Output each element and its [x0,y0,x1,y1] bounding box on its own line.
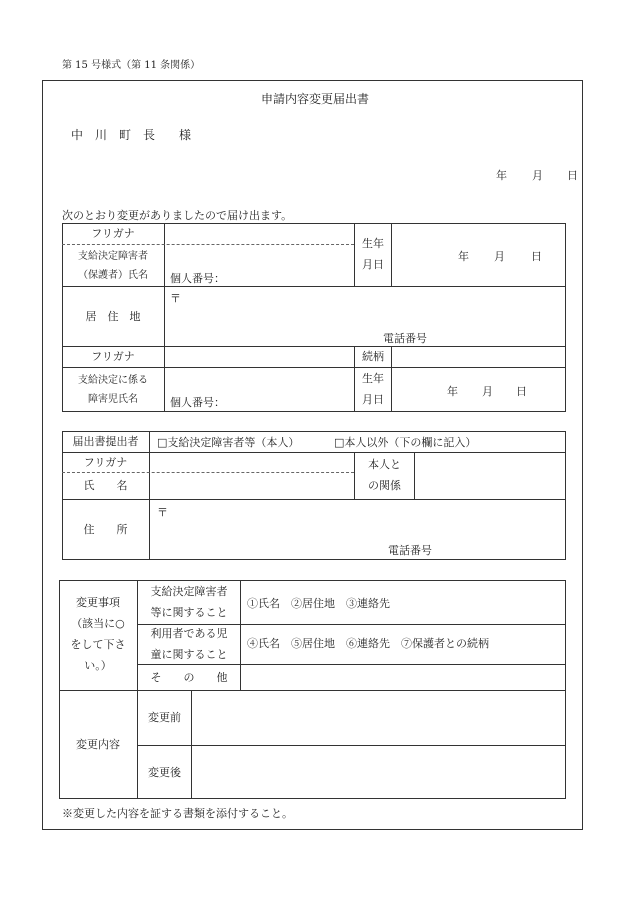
change-row3-label: そ の 他 [150,670,228,684]
birthdate-label: 生年 月日 [362,236,384,271]
child-birthdate-input[interactable] [392,368,565,412]
footer-note: ※変更した内容を証する書類を添付すること。 [62,807,293,820]
submitter-postal-mark: 〒 [157,506,168,519]
child-furigana-label: フリガナ [91,350,135,364]
submitter-name-input[interactable] [150,473,354,499]
change-row1-options[interactable]: ①氏名 ②居住地 ③連絡先 [247,597,390,610]
relation-label: 続柄 [362,350,384,364]
submitter-relation-input[interactable] [415,453,565,499]
child-name-label: 支給決定に係る 障害児氏名 [78,375,148,405]
residence-label: 居 住 地 [85,309,141,323]
submitter-address-input[interactable] [150,500,565,559]
furigana-input[interactable] [165,224,354,244]
child-birth-day-label: 日 [516,385,527,398]
submitter-relation-label: 本人と の関係 [368,458,401,492]
child-name-input[interactable] [165,368,354,394]
birthdate-input[interactable] [392,224,565,286]
postal-mark: 〒 [170,292,181,305]
child-birth-month-label: 月 [482,385,493,398]
person-name-input[interactable] [165,245,354,271]
my-number-label: 個人番号： [170,272,225,285]
change-other-input[interactable] [241,665,565,690]
relation-input[interactable] [392,347,565,367]
phone-label: 電話番号 [383,332,427,345]
submitter-furigana-input[interactable] [150,453,354,472]
intro-text: 次のとおり変更がありましたので届け出ます。 [62,209,293,222]
change-before-label: 変更前 [148,711,181,725]
addressee: 中 川 町 長 様 [71,128,192,142]
change-after-input[interactable] [192,746,565,799]
date-day-label: 日 [567,169,578,182]
person-name-label: 支給決定障害者 （保護者）氏名 [78,250,148,281]
change-items-label: 変更事項 （該当に○ をして下さ い。） [70,596,126,672]
change-row1-label: 支給決定障害者 等に関すること [150,584,228,619]
date-month-label: 月 [532,169,543,182]
birth-year-label: 年 [458,250,469,263]
submitter-phone-label: 電話番号 [388,544,432,557]
change-row2-label: 利用者である児 童に関すること [150,626,228,661]
submitter-option-self[interactable]: □支給決定障害者等（本人） [157,436,300,449]
child-birthdate-label: 生年 月日 [362,372,384,406]
submitter-label: 届出書提出者 [72,434,139,448]
child-birth-year-label: 年 [447,385,458,398]
residence-input[interactable] [165,287,565,346]
change-after-label: 変更後 [148,765,181,779]
form-title: 申請内容変更届出書 [260,92,369,106]
birth-day-label: 日 [531,250,542,263]
change-content-label: 変更内容 [76,738,120,752]
submitter-furigana-label: フリガナ [83,455,128,469]
change-before-input[interactable] [192,691,565,745]
submitter-option-other[interactable]: □本人以外（下の欄に記入） [334,436,477,449]
date-year-label: 年 [496,169,507,182]
submitter-name-label: 氏 名 [83,479,128,493]
child-my-number-label: 個人番号： [170,396,225,409]
submitter-address-label: 住 所 [83,523,128,537]
furigana-label: フリガナ [91,226,135,240]
form-number: 第 15 号様式（第 11 条関係） [62,60,201,71]
birth-month-label: 月 [494,250,505,263]
child-furigana-input[interactable] [165,347,354,367]
change-row2-options[interactable]: ④氏名 ⑤居住地 ⑥連絡先 ⑦保護者との続柄 [247,637,489,650]
